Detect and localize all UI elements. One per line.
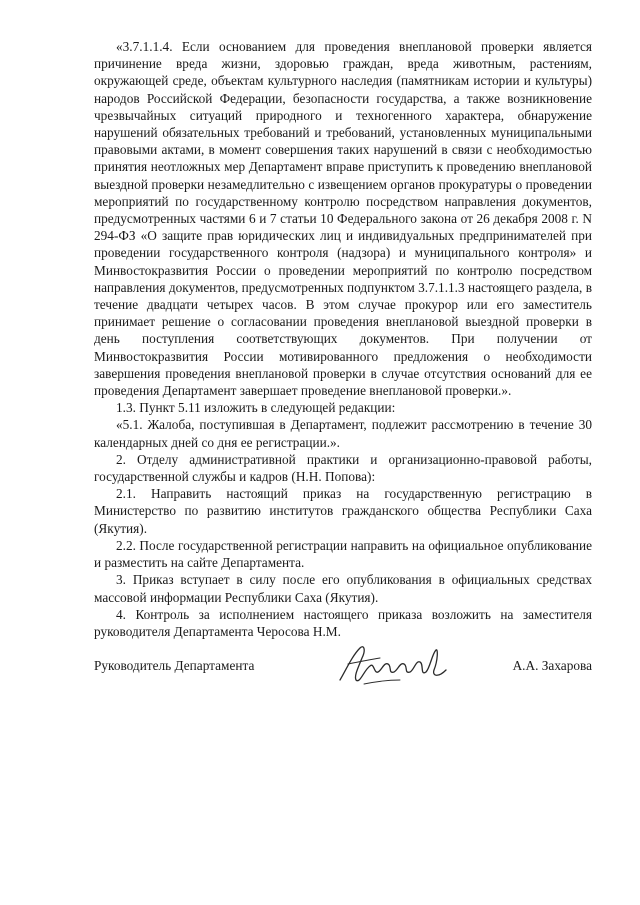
handwritten-signature-icon [334, 640, 454, 690]
paragraph-1-3: 1.3. Пункт 5.11 изложить в следующей редакции: [116, 400, 396, 416]
paragraph-4: 4. Контроль за исполнением настоящего приказа возложить на заместителя руководителя Департамента Черосова Н.М. [94, 606, 592, 639]
signatory-position: Руководитель Департамента [94, 658, 255, 673]
signatory-name: А.А. Захарова [512, 658, 592, 673]
paragraph-2-1: 2.1. Направить настоящий приказ на государственную регистрацию в Министерство по развитию институтов гражданского общества Республики Саха (Якутия). [94, 486, 592, 536]
paragraph-2-2: 2.2. После государственной регистрации направить на официальное опубликование и разместить на сайте Департамента. [94, 537, 592, 571]
paragraph-3-7-1-1-4: «3.7.1.1.4. Если основанием для проведения внеплановой проверки является причинение вреда жизни, здоровью граждан, вреда животным, растениям, окружающей среде, объектам культурного наследия (памятникам истории и культуры) народов Российской Федерации, безопасности государства, а также возникновение чрезвычайных ситуаций природного и техногенного характера, обнаружение нарушений обязательных требований и требований, установленных муниципальными правовыми актами, в момент совершения таких нарушений в связи с необходимостью принятия неотложных мер Департамент вправе приступить к проведению внеплановой выездной проверки незамедлительно с извещением органов прокуратуры о проведении мероприятий по государственному контролю посредством направления документов, предусмотренных частями 6 и 7 статьи 10 Федерального закона от 26 декабря 2008 г. N 294-ФЗ «О защите прав юридических лиц и индивидуальных предпринимателей при проведении государственного контроля (надзора) и муниципального контроля» и Минвостокразвития России о проведении мероприятий по контролю посредством направления документов, предусмотренных подпунктом 3.7.1.1.3 настоящего раздела, в течение двадцати четырех часов. В этом случае прокурор или его заместитель принимает решение о согласовании проведения внеплановой выездной проверки в день поступления соответствующих документов. При получении от Минвостокразвития России мотивированного предложения о необходимости завершения проведения внеплановой проверки в случае отсутствия оснований для ее проведения Департамент завершает проведение внеплановой проверки.». [94, 39, 592, 399]
signature-block [94, 646, 592, 696]
paragraph-2: 2. Отделу административной практики и организационно-правовой работы, государственной службы и кадров (Н.Н. Попова): [94, 451, 592, 485]
paragraph-5-1: «5.1. Жалоба, поступившая в Департамент, подлежит рассмотрению в течение 30 календарных дней со дня ее регистрации.». [94, 417, 592, 450]
paragraph-3: 3. Приказ вступает в силу после его опубликования в официальных средствах массовой информации Республики Саха (Якутия). [94, 572, 592, 605]
document-body [94, 38, 592, 640]
